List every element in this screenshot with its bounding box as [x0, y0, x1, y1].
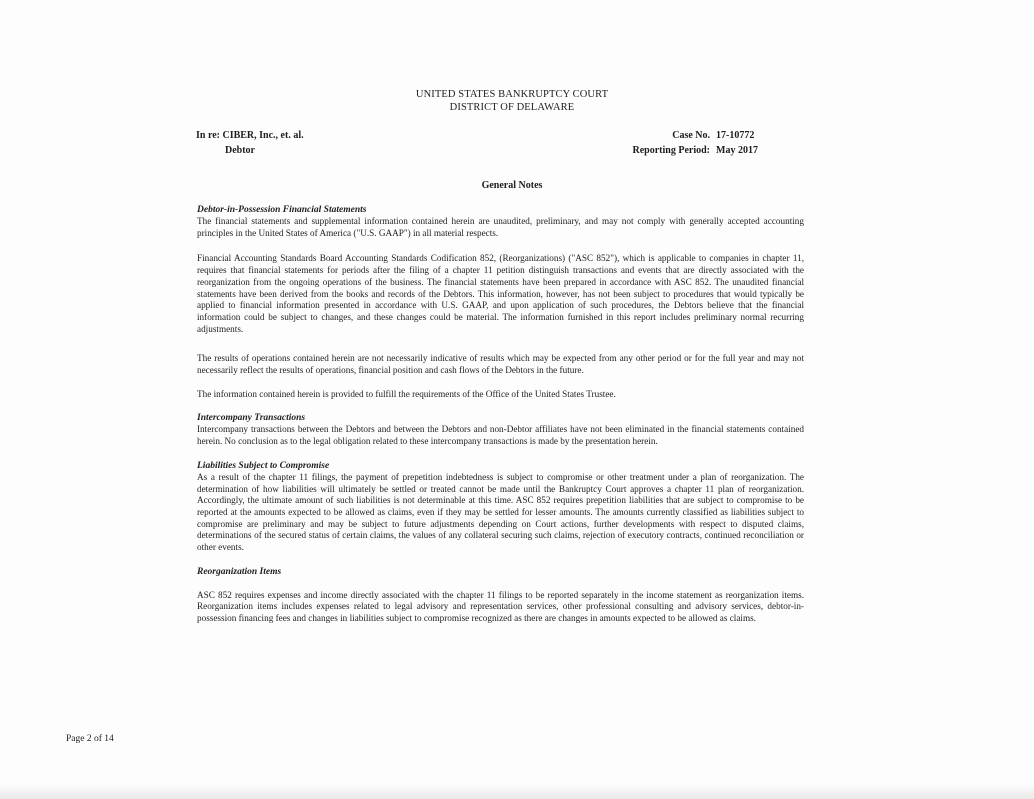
- liabilities-paragraph: As a result of the chapter 11 filings, the payment of prepetition indebtedness is subject to compromise or other treatment under a plan of reorganization. The determination of how liabilities will ultimately be settled or treated cannot be made until the Bankruptcy Court approves a chapter 11 plan of reorganization. Accordingly, the ultimate amount of such liabilities is not determinable at this time. ASC 852 requires prepetition liabilities that are subject to compromise to be reported at the amounts expected to be allowed as claims, even if they may be settled for lesser amounts. The amounts currently classified as liabilities subject to compromise are preliminary and may be subject to future adjustments depending on Court actions, further developments with respect to disputed claims, determinations of the secured status of certain claims, the values of any collateral securing such claims, rejection of executory contracts, continued reconciliation or other events.: [197, 471, 804, 553]
- scan-edge: [0, 784, 1034, 799]
- page-number: Page 2 of 14: [66, 734, 114, 744]
- notes-body: [197, 204, 804, 625]
- case-number-value: 17-10772: [716, 130, 755, 141]
- court-heading: [0, 88, 1024, 114]
- section-heading-reorganization: Reorganization Items: [197, 566, 282, 577]
- reporting-period-row: [628, 143, 758, 158]
- section-heading-liabilities: Liabilities Subject to Compromise: [197, 460, 330, 471]
- court-district: DISTRICT OF DELAWARE: [449, 102, 575, 113]
- case-number-label: Case No.: [672, 130, 710, 141]
- debtor-label: Debtor: [225, 145, 255, 156]
- case-number-row: [628, 128, 758, 143]
- intercompany-paragraph: Intercompany transactions between the Debtors and between the Debtors and non-Debtor affiliates have not been eliminated in the financial statements contained herein. No conclusion as to the legal obligation related to these intercompany transactions is made by the presentation herein.: [197, 424, 804, 447]
- section-heading-dip: Debtor-in-Possession Financial Statements: [197, 205, 367, 215]
- reporting-period-label: Reporting Period:: [632, 145, 710, 156]
- case-name: In re: CIBER, Inc., et. al.: [196, 130, 304, 141]
- court-name: UNITED STATES BANKRUPTCY COURT: [415, 89, 609, 100]
- notes-title: General Notes: [481, 180, 543, 191]
- dip-paragraph-3: The results of operations contained herein are not necessarily indicative of results which may be expected from any other period or for the full year and may not necessarily reflect the results of operations, financial position and cash flows of the Debtors in the future.: [197, 353, 804, 376]
- case-info: [628, 128, 758, 158]
- reporting-period-value: May 2017: [716, 145, 758, 156]
- reorganization-paragraph: ASC 852 requires expenses and income directly associated with the chapter 11 filings to be reported separately in the income statement as reorganization items. Reorganization items includes expenses related to legal advisory and representation services, other professional consulting and advisory services, debtor-in-possession financing fees and changes in liabilities subject to compromise recognized as there are changes in amounts expected to be allowed as claims.: [197, 589, 804, 624]
- dip-paragraph-1: The financial statements and supplemental information contained herein are unaudited, preliminary, and may not comply with generally accepted accounting principles in the United States of America ("U.S. GAAP") in all material respects.: [197, 216, 804, 238]
- section-heading-intercompany: Intercompany Transactions: [197, 413, 306, 424]
- dip-paragraph-2: Financial Accounting Standards Board Accounting Standards Codification 852, (Reorganizations) ("ASC 852"), which is applicable to companies in chapter 11, requires that financial statements for periods after the filing of a chapter 11 petition distinguish transactions and events that are directly associated with the reorganization from the ongoing operations of the business. The financial statements have been prepared in accordance with ASC 852. The unaudited financial statements have been derived from the books and records of the Debtors. This information, however, has not been subject to procedures that would typically be applied to financial information presented in accordance with U.S. GAAP, and upon application of such procedures, the Debtors believe that the financial information could be subject to changes, and these changes could be material. The information furnished in this report includes preliminary normal recurring adjustments.: [197, 253, 804, 334]
- case-caption: [196, 128, 304, 158]
- dip-paragraph-4: The information contained herein is provided to fulfill the requirements of the Office of the United States Trustee.: [197, 388, 616, 399]
